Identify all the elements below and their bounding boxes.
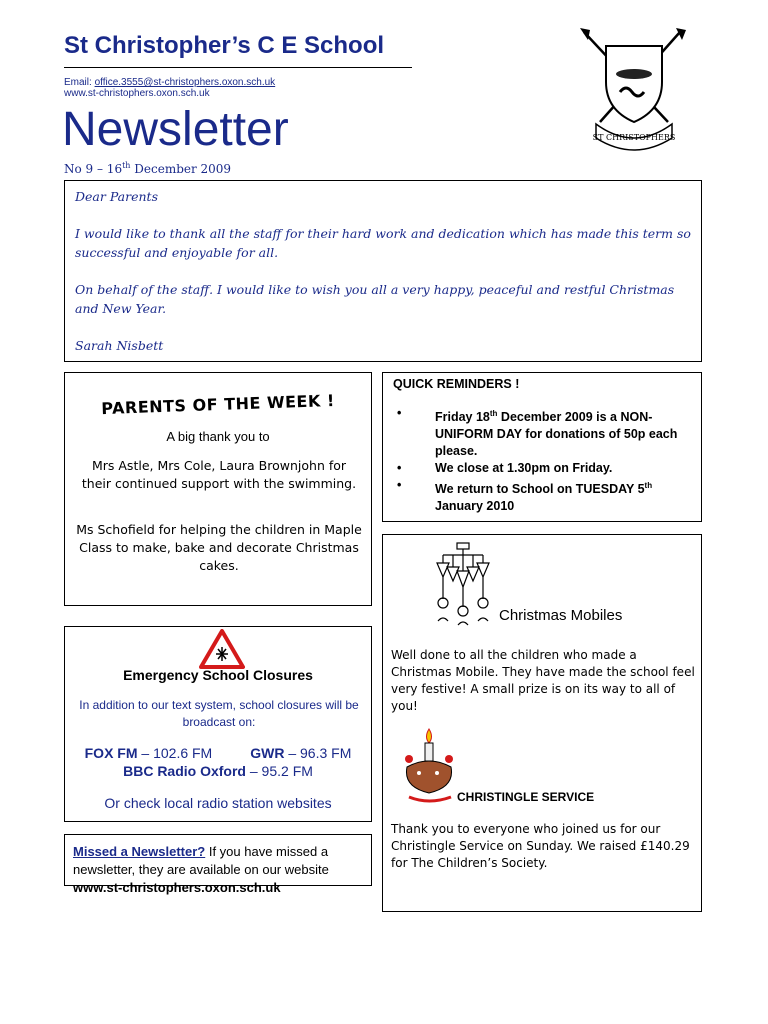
website-line[interactable]: www.st-christophers.oxon.sch.uk [64,88,210,99]
issue-prefix: No 9 – 16 [64,162,123,176]
reminder-item [393,460,691,477]
emergency-text: In addition to our text system, school closures will be broadcast on: [79,698,359,729]
missed-newsletter-link[interactable]: Missed a Newsletter? [73,844,206,859]
bullet: • [397,478,402,493]
gwr-name: GWR [250,745,285,761]
reminder-sup: th [644,481,653,491]
warning-sign-icon [199,629,245,669]
crest-label: ST CHRISTOPHERS [592,133,676,142]
parents-of-week-names: Mrs Astle, Mrs Cole, Laura Brownjohn for their continued support with the swimming. [81,458,357,491]
letter-greeting: Dear Parents [75,189,158,204]
radio-stations-line-1 [65,745,371,761]
quick-reminders-panel [382,372,702,522]
reminder-text: We close at 1.30pm on Friday. [435,461,613,476]
issue-suffix: December 2009 [130,162,232,176]
christingle-candle-icon [399,727,459,805]
radio-stations-line-2 [65,763,371,779]
headteacher-letter [64,180,702,362]
letter-para-2: On behalf of the staff. I would like to wish you all a very happy, peaceful and restful Christmas and New Year. [75,282,675,316]
reminder-text: January 2010 [435,499,515,514]
fox-fm-name: FOX FM [84,745,138,761]
emergency-closures-panel [64,626,372,822]
bullet: • [397,461,402,476]
missed-newsletter-panel [64,834,372,895]
newsletter-heading: Newsletter [62,103,289,156]
reminders-title: QUICK REMINDERS ! [393,377,520,391]
reminder-item [393,477,691,515]
reminder-item [393,405,691,460]
parents-of-week-panel [64,372,372,606]
school-name: St Christopher’s C E School [64,32,385,59]
radio-check-text: Or check local radio station websites [104,795,332,811]
email-label: Email: [64,77,95,88]
christmas-mobiles-title: Christmas Mobiles [499,607,623,624]
christmas-mobiles-text: Well done to all the children who made a Christmas Mobile. They have made the school feel very festive! A small prize is on its way to all of you! [391,648,695,713]
christmas-mobile-icon [433,541,493,627]
parents-of-week-title: PARENTS OF THE WEEK ! [101,390,335,419]
bbc-oxford-name: BBC Radio Oxford [123,763,246,779]
reminder-sup: th [489,409,498,418]
issue-line [64,161,231,176]
missed-newsletter-website[interactable]: www.st-christophers.oxon.sch.uk [73,880,281,895]
bbc-oxford-freq: – 95.2 FM [245,763,313,779]
reminder-text: December 2009 is a NON-UNIFORM DAY for donations of 50p each please. [435,410,678,459]
christmas-news-panel [382,534,702,912]
parents-of-week-thanks: A big thank you to [166,429,270,444]
emergency-title: Emergency School Closures [123,667,313,683]
christingle-title: CHRISTINGLE SERVICE [457,790,595,804]
reminder-text: We return to School on TUESDAY 5 [435,482,645,497]
letter-para-1: I would like to thank all the staff for their hard work and dedication which has made this term so successful and enjoyable for all. [75,226,691,260]
christingle-text: Thank you to everyone who joined us for our Christingle Service on Sunday. We raised £140.29 for The Children’s Society. [391,822,690,870]
issue-sup: th [122,161,131,170]
title-divider [64,67,412,68]
letter-signature: Sarah Nisbett [75,338,164,353]
email-link[interactable]: office.3555@st-christophers.oxon.sch.uk [94,77,276,88]
fox-fm-freq: – 102.6 FM [137,745,213,761]
gwr-freq: – 96.3 FM [284,745,352,761]
bullet: • [397,406,402,420]
school-crest-icon [576,26,692,158]
missed-newsletter-text: If you have missed a newsletter, they are available on our website [73,844,329,877]
email-line [64,77,275,88]
parents-of-week-schofield: Ms Schofield for helping the children in Maple Class to make, bake and decorate Christmas cakes. [76,522,362,573]
reminder-text: Friday 18 [435,410,490,425]
